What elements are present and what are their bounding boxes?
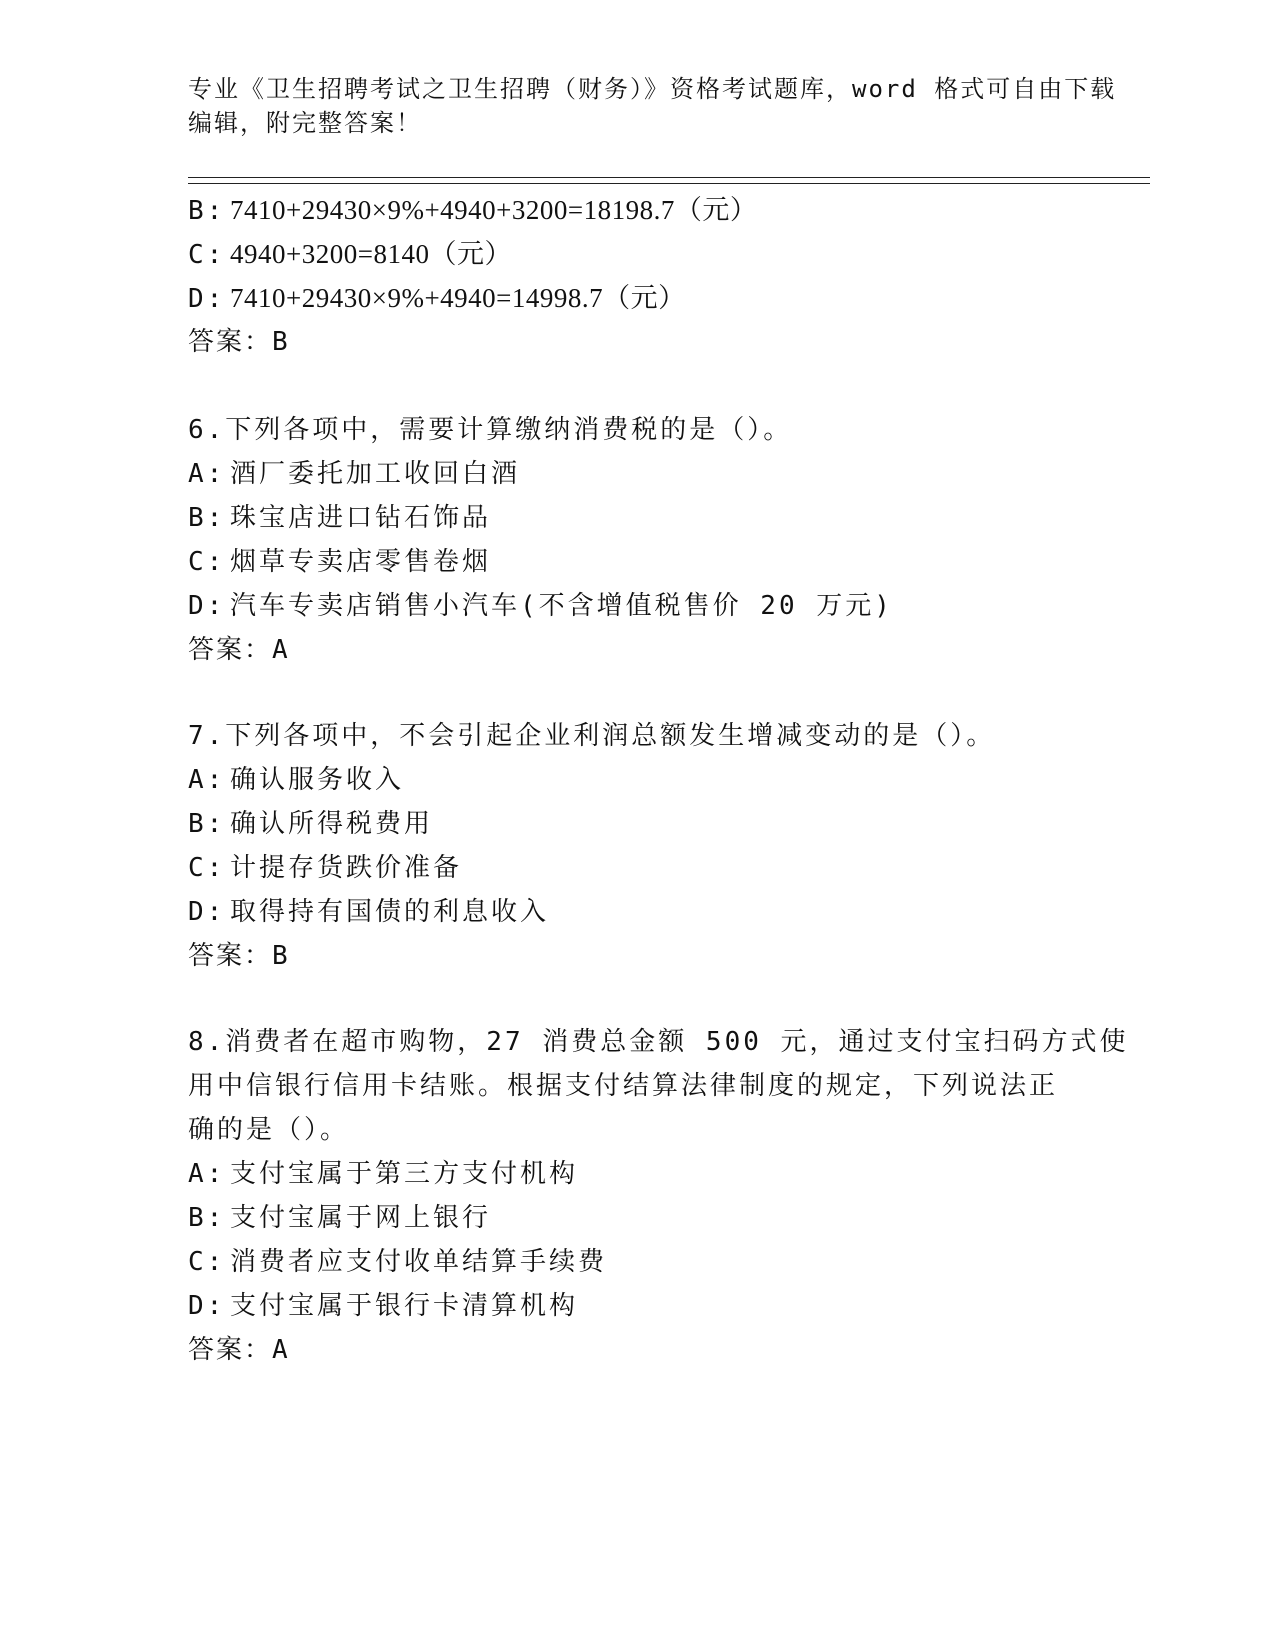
q6-option-b [188, 502, 491, 534]
q7-option-b [188, 808, 433, 840]
option-text: 取得持有国债的利息收入 [230, 897, 550, 927]
option-label: B: [188, 503, 226, 533]
option-text: 支付宝属于银行卡清算机构 [230, 1291, 579, 1321]
q7-option-d [188, 896, 549, 928]
q8-question-line-2: 用中信银行信用卡结账。根据支付结算法律制度的规定，下列说法正 [188, 1071, 1059, 1101]
option-label: A: [188, 765, 226, 795]
q5-option-c [188, 238, 512, 271]
q6-option-c [188, 546, 491, 578]
q7-answer: 答案：B [188, 941, 290, 971]
option-label: D: [188, 284, 226, 314]
option-label: C: [188, 240, 226, 270]
option-text: 支付宝属于第三方支付机构 [230, 1159, 579, 1189]
q6-option-a [188, 458, 520, 490]
q8-option-c [188, 1246, 607, 1278]
option-label: A: [188, 459, 226, 489]
option-text: 4940+3200=8140（元） [230, 239, 512, 269]
option-label: B: [188, 196, 226, 226]
option-text: 7410+29430×9%+4940=14998.7（元） [230, 283, 686, 313]
option-label: B: [188, 809, 226, 839]
q6-option-d [188, 590, 893, 622]
q8-option-a [188, 1158, 578, 1190]
q5-option-b [188, 194, 757, 227]
q6-question: 6.下列各项中，需要计算缴纳消费税的是（）。 [188, 415, 793, 445]
header-line-1: 专业《卫生招聘考试之卫生招聘（财务）》资格考试题库，word 格式可自由下载 [188, 75, 1117, 103]
header-line-2: 编辑，附完整答案！ [188, 109, 422, 137]
option-text: 酒厂委托加工收回白酒 [230, 459, 521, 489]
option-text: 珠宝店进口钻石饰品 [230, 503, 492, 533]
header-divider-bottom [188, 183, 1150, 184]
q6-answer: 答案：A [188, 635, 290, 665]
option-label: C: [188, 853, 226, 883]
option-text: 消费者应支付收单结算手续费 [230, 1247, 608, 1277]
option-label: C: [188, 547, 226, 577]
option-label: C: [188, 1247, 226, 1277]
q7-option-c [188, 852, 462, 884]
q5-option-d [188, 282, 686, 315]
option-label: D: [188, 1291, 226, 1321]
q7-option-a [188, 764, 404, 796]
document-header [188, 72, 1117, 140]
option-text: 7410+29430×9%+4940+3200=18198.7（元） [230, 195, 758, 225]
q8-option-b [188, 1202, 491, 1234]
q8-answer: 答案：A [188, 1335, 290, 1365]
q8-question-line-3: 确的是（）。 [188, 1115, 350, 1145]
q8-option-d [188, 1290, 578, 1322]
option-text: 确认所得税费用 [230, 809, 434, 839]
option-text: 汽车专卖店销售小汽车(不含增值税售价 20 万元) [230, 591, 893, 621]
header-divider-top [188, 177, 1150, 178]
option-label: B: [188, 1203, 226, 1233]
option-label: A: [188, 1159, 226, 1189]
q8-question-line-1: 8.消费者在超市购物，27 消费总金额 500 元，通过支付宝扫码方式使 [188, 1027, 1129, 1057]
option-text: 烟草专卖店零售卷烟 [230, 547, 492, 577]
option-label: D: [188, 897, 226, 927]
q7-question: 7.下列各项中，不会引起企业利润总额发生增减变动的是（）。 [188, 721, 996, 751]
option-text: 支付宝属于网上银行 [230, 1203, 492, 1233]
option-text: 确认服务收入 [230, 765, 405, 795]
option-text: 计提存货跌价准备 [230, 853, 463, 883]
q5-answer: 答案：B [188, 327, 290, 357]
option-label: D: [188, 591, 226, 621]
